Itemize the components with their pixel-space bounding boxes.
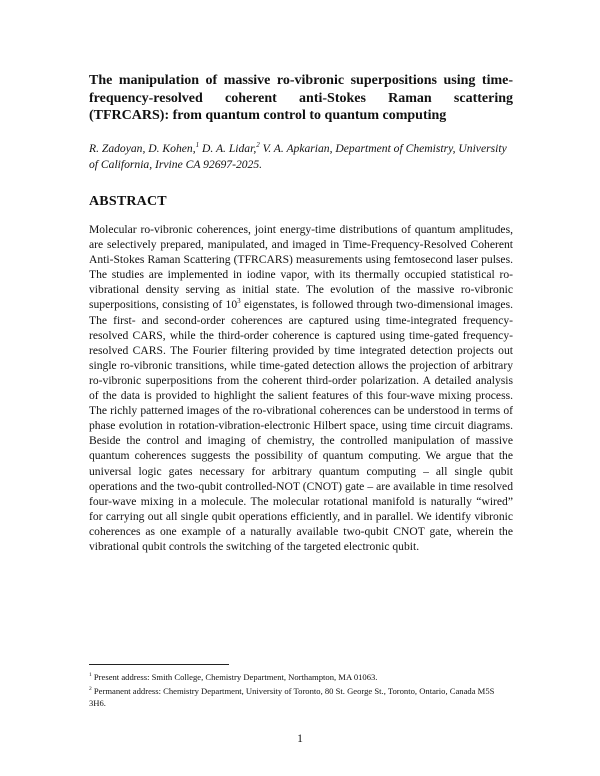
author-group-1: R. Zadoyan, D. Kohen, <box>89 141 196 155</box>
author-affiliation <box>89 137 513 173</box>
footnote-mark-2: 2 <box>256 141 260 149</box>
footnote-2 <box>89 683 513 709</box>
footnote-1 <box>89 669 513 683</box>
footnote-2-mark: 2 <box>89 685 92 692</box>
footnote-2-text: Permanent address: Chemistry Department, University of Toronto, 80 St. George St., Toronto, Ontario, Canada M5S 3H6. <box>89 685 495 708</box>
abstract-exponent: 3 <box>237 297 241 306</box>
author-group-2: D. A. Lidar, <box>199 141 257 155</box>
paper-title: The manipulation of massive ro-vibronic superpositions using time-frequency-resolved coherent anti-Stokes Raman scattering (TFRCARS): from quantum control to quantum computing <box>89 73 513 123</box>
footnote-mark-1: 1 <box>195 141 200 149</box>
footnote-1-text: Present address: Smith College, Chemistry Department, Northampton, MA 01063. <box>91 671 378 682</box>
abstract-heading: ABSTRACT <box>89 194 167 209</box>
abstract-body <box>89 222 513 554</box>
footnotes <box>89 669 513 709</box>
page-number: 1 <box>297 732 303 745</box>
footnote-1-mark: 1 <box>89 672 92 678</box>
footnote-divider <box>89 664 229 665</box>
abstract-text-part1: Molecular ro-vibronic coherences, joint energy-time distributions of quantum amplitudes, are selectively prepared, manipulated, and imaged in Time-Frequency-Resolved Coherent Anti-Stokes Raman Scattering (TFRCARS) measurements using femtosecond laser pulses. The studies are implemented in iodine vapor, with its thermally occupied statistical ro-vibrational density serving as initial state. The evolution of the massive ro-vibronic superpositions, consisting of 10 <box>89 223 513 312</box>
abstract-text-part2: eigenstates, is followed through two-dimensional images. The first- and second-order coherences are captured using time-integrated frequency-resolved CARS, while the third-order coherence is captured using time-gated frequency-resolved CARS. The Fourier filtering provided by time integrated detection projects out single ro-vibronic transitions, while time-gated detection allows the projection of arbitrary ro-vibronic superpositions from the coherent third-order polarization. A detailed analysis of the data is provided to highlight the salient features of this four-wave mixing process. The richly patterned images of the ro-vibrational coherences can be understood in terms of phase evolution in rotation-vibration-electronic Hilbert space, using time circuit diagrams. Beside the control and imaging of chemistry, the controlled manipulation of massive quantum coherences suggests the possibility of quantum computing. We argue that the universal logic gates necessary for arbitrary quantum computing – all single qubit operations and the two-qubit controlled-NOT (CNOT) gate – are available in time resolved four-wave mixing in a molecule. The molecular rotational manifold is naturally “wired” for carrying out all single qubit operations efficiently, and in parallel. We identify vibronic coherences as one example of a naturally available two-qubit CNOT gate, wherein the vibrational qubit controls the switching of the targeted electronic qubit. <box>89 298 513 553</box>
author-group-3: V. A. Apkarian, Department of Chemistry, University of California, Irvine CA 92697-2025. <box>89 141 507 171</box>
